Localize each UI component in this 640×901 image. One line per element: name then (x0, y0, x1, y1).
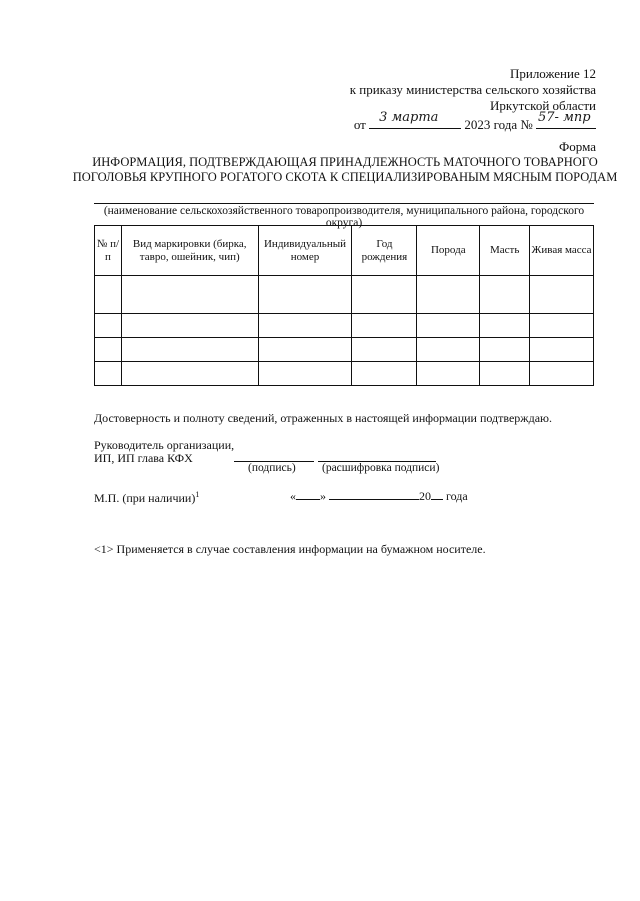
table-cell[interactable] (95, 362, 122, 386)
table-cell[interactable] (258, 276, 352, 314)
table-cell[interactable] (417, 276, 480, 314)
header-breed: Порода (417, 226, 480, 276)
header-number: № п/п (95, 226, 122, 276)
table-cell[interactable] (121, 314, 258, 338)
table-cell[interactable] (258, 338, 352, 362)
table-cell[interactable] (530, 276, 594, 314)
table-cell[interactable] (480, 314, 530, 338)
date-open-quote: « (290, 489, 296, 503)
year-prefix: 20 (419, 489, 431, 503)
table-cell[interactable] (121, 276, 258, 314)
table-cell[interactable] (480, 276, 530, 314)
appendix-order-ref: к приказу министерства сельского хозяйства (349, 82, 596, 97)
table-cell[interactable] (480, 338, 530, 362)
table-cell[interactable] (417, 314, 480, 338)
footnote: <1> Применяется в случае составления информации на бумажном носителе. (94, 542, 486, 556)
header-marking-type: Вид маркировки (бирка, тавро, ошейник, чип) (121, 226, 258, 276)
decode-caption: (расшифровка подписи) (322, 462, 440, 474)
date-blank (369, 110, 461, 129)
handwritten-number: 57- мпр (538, 110, 591, 125)
table-cell[interactable] (121, 338, 258, 362)
day-blank[interactable] (296, 487, 320, 500)
cattle-table (94, 225, 594, 386)
table-cell[interactable] (530, 314, 594, 338)
handwritten-date: 3 марта (379, 110, 439, 125)
table-cell[interactable] (352, 276, 417, 314)
table-cell[interactable] (95, 314, 122, 338)
head-label-line2: ИП, ИП глава КФХ (94, 451, 193, 465)
table-cell[interactable] (417, 362, 480, 386)
table-cell[interactable] (530, 338, 594, 362)
number-blank (536, 110, 596, 129)
table-cell[interactable] (480, 362, 530, 386)
confirmation-text: Достоверность и полноту сведений, отраженных в настоящей информации подтверждаю. (94, 411, 552, 425)
table-cell[interactable] (95, 276, 122, 314)
date-field (290, 487, 468, 504)
producer-caption: (наименование сельскохозяйственного товаропроизводителя, муниципального района, городского округа) (103, 205, 585, 229)
year-text: 2023 года № (464, 117, 533, 132)
header-color: Масть (480, 226, 530, 276)
stamp-label (94, 487, 199, 506)
producer-name-line[interactable] (94, 203, 594, 204)
table-cell[interactable] (258, 362, 352, 386)
table-cell[interactable] (352, 338, 417, 362)
from-prefix: от (353, 117, 366, 132)
table-cell[interactable] (352, 362, 417, 386)
appendix-region: Иркутской области (490, 98, 596, 113)
header-individual-number: Индивидуальный номер (258, 226, 352, 276)
table-cell[interactable] (417, 338, 480, 362)
date-close-quote: » (320, 489, 326, 503)
table-row (95, 362, 594, 386)
stamp-text: М.П. (при наличии) (94, 491, 196, 505)
signature-caption: (подпись) (248, 462, 296, 474)
table-cell[interactable] (95, 338, 122, 362)
document-title-line1: ИНФОРМАЦИЯ, ПОДТВЕРЖДАЮЩАЯ ПРИНАДЛЕЖНОСТЬ МАТОЧНОГО ТОВАРНОГО (92, 155, 598, 169)
stamp-footnote-ref: 1 (195, 490, 200, 499)
month-blank[interactable] (329, 487, 419, 500)
table-row (95, 338, 594, 362)
table-cell[interactable] (258, 314, 352, 338)
table-row (95, 276, 594, 314)
year-blank[interactable] (431, 487, 443, 500)
header-birth-year: Год рождения (352, 226, 417, 276)
document-title-line2: ПОГОЛОВЬЯ КРУПНОГО РОГАТОГО СКОТА К СПЕЦИАЛИЗИРОВАНЫМ МЯСНЫМ ПОРОДАМ (72, 170, 618, 184)
head-label-line1: Руководитель организации, (94, 438, 235, 452)
table-header-row (95, 226, 594, 276)
appendix-number: Приложение 12 (509, 66, 596, 81)
table-cell[interactable] (530, 362, 594, 386)
table-row (95, 314, 594, 338)
form-label: Форма (559, 139, 596, 154)
table-cell[interactable] (121, 362, 258, 386)
table-cell[interactable] (352, 314, 417, 338)
appendix-date-line (353, 110, 596, 133)
header-live-weight: Живая масса (530, 226, 594, 276)
year-suffix: года (446, 489, 468, 503)
